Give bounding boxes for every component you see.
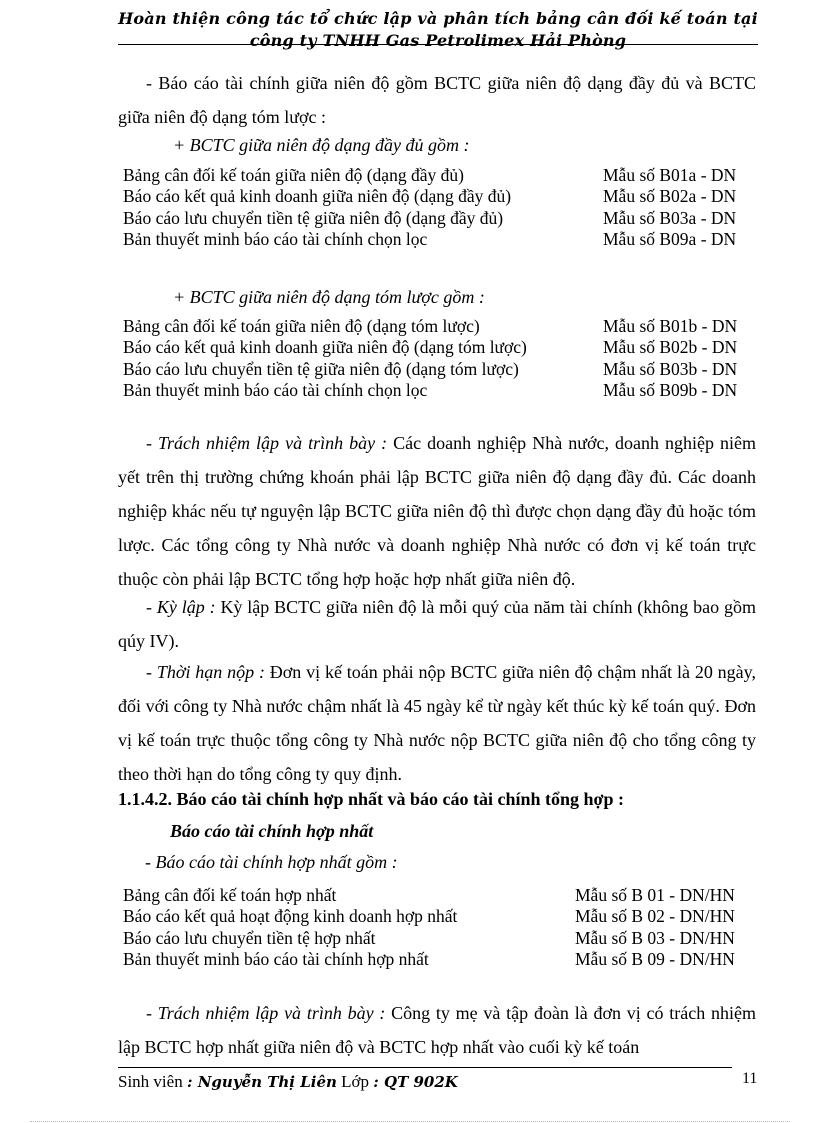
list-item: Bảng cân đối kế toán giữa niên độ (dạng đầy đủ) Mẫu số B01a - DN — [123, 165, 737, 185]
responsibility2-paragraph: - Trách nhiệm lập và trình bày : Công ty mẹ và tập đoàn là đơn vị có trách nhiệm lập BCTC hợp nhất giữa niên độ và BCTC hợp nhất vào cuối kỳ kế toán — [118, 1003, 756, 1057]
deadline-label: - Thời hạn nộp : — [146, 662, 265, 682]
list-item: Bảng cân đối kế toán giữa niên độ (dạng tóm lược) Mẫu số B01b - DN — [123, 316, 738, 336]
period-label: - Kỳ lập : — [146, 597, 216, 617]
full-form-heading: + BCTC giữa niên độ dạng đầy đủ gồm : — [173, 135, 470, 155]
list-item: Báo cáo lưu chuyển tiền tệ hợp nhất Mẫu số B 03 - DN/HN — [123, 927, 735, 948]
intro-paragraph — [118, 66, 756, 134]
page-bottom-dotted-rule — [30, 1121, 790, 1122]
class-label: Lớp — [341, 1072, 370, 1091]
list-item: Bản thuyết minh báo cáo tài chính chọn lọc Mẫu số B09a - DN — [123, 228, 737, 249]
page-header-title: Hoàn thiện công tác tổ chức lập và phân tích bảng cân đối kế toán tại công ty TNHH Gas Petrolimex Hải Phòng — [118, 9, 758, 50]
section-subheading: Báo cáo tài chính hợp nhất — [170, 821, 374, 841]
class-value: : QT 902K — [373, 1073, 458, 1091]
section-heading: 1.1.4.2. Báo cáo tài chính hợp nhất và báo cáo tài chính tổng hợp : — [118, 789, 625, 809]
list-item: Bản thuyết minh báo cáo tài chính chọn lọc Mẫu số B09b - DN — [123, 379, 738, 400]
list-item: Bảng cân đối kế toán hợp nhất Mẫu số B 01 - DN/HN — [123, 885, 735, 905]
page-footer — [118, 1072, 458, 1092]
student-name: : Nguyễn Thị Liên — [186, 1073, 337, 1091]
list-item: Báo cáo kết quả kinh doanh giữa niên độ (dạng đầy đủ) Mẫu số B02a - DN — [123, 186, 737, 207]
full-form-list — [123, 165, 755, 250]
list-item: Bản thuyết minh báo cáo tài chính hợp nhất Mẫu số B 09 - DN/HN — [123, 948, 735, 969]
deadline-paragraph: - Thời hạn nộp : Đơn vị kế toán phải nộp BCTC giữa niên độ chậm nhất là 20 ngày, đối với công ty Nhà nước chậm nhất là 45 ngày kể từ ngày kết thúc kỳ kế toán quý. Đơn vị kế toán trực thuộc tổng công ty Nhà nước nộp BCTC giữa niên độ cho tổng công ty theo thời hạn do tổng công ty quy định. — [118, 662, 756, 784]
responsibility-paragraph: - Trách nhiệm lập và trình bày : Các doanh nghiệp Nhà nước, doanh nghiệp niêm yết trên thị trường chứng khoán phải lập BCTC giữa niên độ dạng đầy đủ. Các doanh nghiệp khác nếu tự nguyện lập BCTC giữa niên độ thì được chọn dạng đầy đủ hoặc tóm lược. Các tổng công ty Nhà nước và doanh nghiệp Nhà nước có đơn vị kế toán trực thuộc còn phải lập BCTC tổng hợp hoặc hợp nhất giữa niên độ. — [118, 433, 757, 589]
list-item: Báo cáo kết quả kinh doanh giữa niên độ (dạng tóm lược) Mẫu số B02b - DN — [123, 337, 738, 358]
intro-text: - Báo cáo tài chính giữa niên độ gồm BCTC giữa niên độ dạng đầy đủ và BCTC giữa niên độ dạng tóm lược : — [118, 73, 756, 127]
responsibility-label: - Trách nhiệm lập và trình bày : — [146, 433, 388, 453]
consolidated-list-heading: - Báo cáo tài chính hợp nhất gồm : — [145, 852, 398, 872]
list-item: Báo cáo kết quả hoạt động kinh doanh hợp nhất Mẫu số B 02 - DN/HN — [123, 906, 735, 927]
footer-rule — [118, 1067, 732, 1068]
list-item: Báo cáo lưu chuyển tiền tệ giữa niên độ (dạng tóm lược) Mẫu số B03b - DN — [123, 358, 738, 379]
summary-form-list — [123, 316, 755, 401]
student-label: Sinh viên — [118, 1072, 183, 1091]
list-item: Báo cáo lưu chuyển tiền tệ giữa niên độ (dạng đầy đủ) Mẫu số B03a - DN — [123, 207, 737, 228]
consolidated-list — [123, 885, 755, 970]
period-paragraph: - Kỳ lập : Kỳ lập BCTC giữa niên độ là mỗi quý của năm tài chính (không bao gồm qúy IV). — [118, 597, 757, 651]
header-rule — [118, 44, 758, 45]
summary-form-heading: + BCTC giữa niên độ dạng tóm lược gồm : — [173, 287, 485, 307]
page-number: 11 — [742, 1070, 758, 1087]
responsibility2-label: - Trách nhiệm lập và trình bày : — [146, 1003, 386, 1023]
